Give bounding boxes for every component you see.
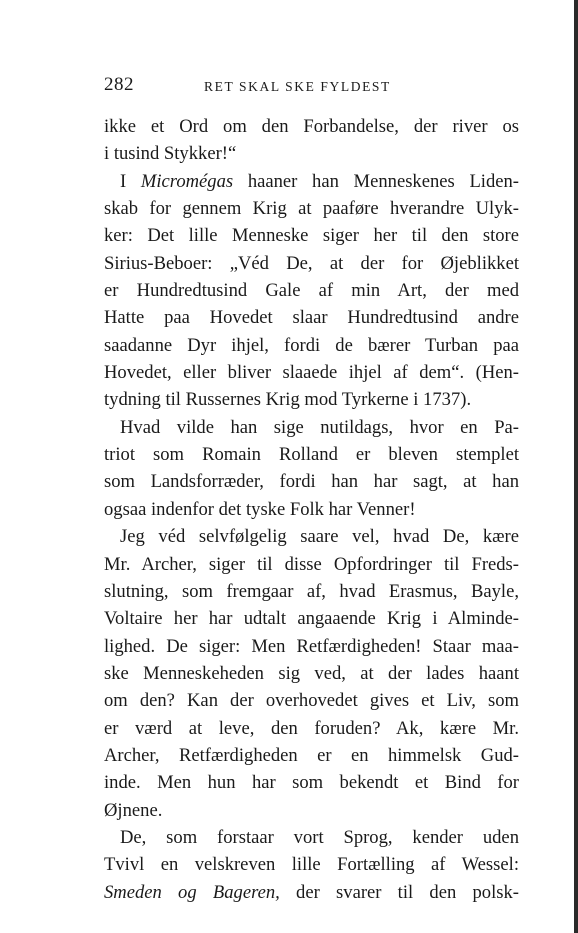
text-line: i tusind Stykker!“: [104, 143, 237, 165]
text-line: inde. Men hun har som bekendt et Bind for: [104, 772, 519, 794]
text-line: tydning til Russernes Krig mod Tyrkerne i 1737).: [104, 389, 472, 411]
text-line: er Hundredtusind Gale af min Art, der med: [104, 280, 519, 302]
paragraph: [104, 523, 519, 824]
text-line: er værd at leve, den foruden? Ak, kære Mr.: [104, 717, 519, 739]
text-line: Archer, Retfærdigheden er en himmelsk Gud-: [104, 744, 519, 766]
text-line: Tvivl en velskreven lille Fortælling af Wessel:: [104, 854, 519, 876]
running-title: RET SKAL SKE FYLDEST: [204, 79, 391, 94]
paragraph: [104, 168, 519, 414]
text-line: Voltaire her har udtalt angaaende Krig i Alminde-: [104, 608, 519, 630]
italic-title: Micromégas: [140, 170, 234, 192]
line-rest: der svarer til den polsk-: [279, 881, 519, 903]
text-line: slutning, som fremgaar af, hvad Erasmus, Bayle,: [104, 580, 519, 602]
text-line: Sirius-Beboer: „Véd De, at der for Øjeblikket: [104, 252, 519, 274]
running-head: [104, 74, 519, 96]
text-line: ikke et Ord om den Forbandelse, der river os: [104, 116, 519, 137]
text-line: lighed. De siger: Men Retfærdigheden! Staar maa-: [104, 635, 519, 657]
page-edge: [574, 0, 578, 933]
text-line: ogsaa indenfor det tyske Folk har Venner!: [104, 498, 416, 520]
text-line: [104, 879, 519, 906]
line-rest: haaner han Menneskenes Liden-: [233, 170, 519, 192]
text-line: [104, 168, 519, 195]
paragraph: [104, 824, 519, 906]
page-number: 282: [104, 74, 134, 95]
text-line: De, som forstaar vort Sprog, kender uden: [120, 826, 519, 848]
text-line: om den? Kan der overhovedet gives et Liv, som: [104, 690, 519, 712]
text-line: Jeg véd selvfølgelig saare vel, hvad De, kære: [120, 526, 519, 548]
text-line: Mr. Archer, siger til disse Opfordringer til Freds-: [104, 553, 519, 575]
text-line: ker: Det lille Menneske siger her til den store: [104, 225, 519, 247]
paragraph: [104, 414, 519, 523]
paragraph: [104, 113, 519, 168]
text-line: Hatte paa Hovedet slaar Hundredtusind andre: [104, 307, 519, 329]
text-line: triot som Romain Rolland er bleven stemplet: [104, 444, 519, 466]
text-line: saadanne Dyr ihjel, fordi de bærer Turban paa: [104, 334, 519, 356]
text-line: Hovedet, eller bliver slaaede ihjel af dem“. (Hen-: [104, 362, 519, 384]
text-line: ske Menneskeheden sig ved, at der lades haant: [104, 662, 519, 684]
italic-title: Smeden og Bageren,: [104, 881, 280, 903]
text-line: Øjnene.: [104, 799, 163, 821]
body-text: [104, 113, 519, 906]
text-line: skab for gennem Krig at paaføre hverandre Ulyk-: [104, 198, 519, 220]
text-line: som Landsforræder, fordi han har sagt, at han: [104, 471, 519, 493]
line-prefix: I: [120, 170, 141, 192]
text-line: Hvad vilde han sige nutildags, hvor en Pa-: [120, 416, 519, 438]
